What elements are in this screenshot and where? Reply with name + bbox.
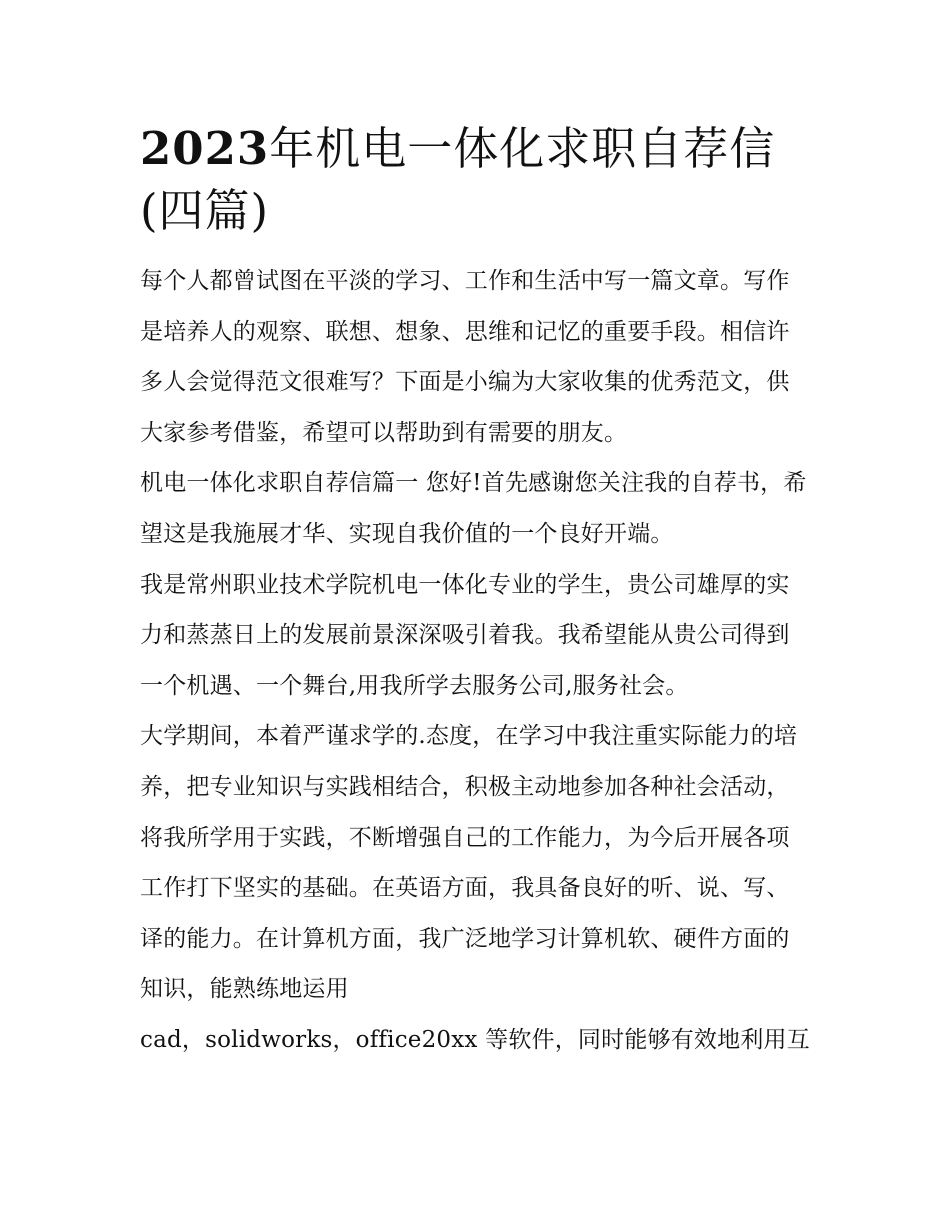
title-year: 2023 <box>140 122 270 175</box>
paragraph-greeting: 机电一体化求职自荐信篇一 您好!首先感谢您关注我的自荐书，希望这是我施展才华、实现自我价值的一个良好开端。 <box>140 470 807 547</box>
paragraph-software-skills: cad，solidworks，office20xx 等软件，同时能够有效地利用互 <box>140 1026 810 1053</box>
document-title <box>140 118 812 242</box>
paragraph-self-introduction: 我是常州职业技术学院机电一体化专业的学生，贵公司雄厚的实力和蒸蒸日上的发展前景深深吸引着我。我希望能从贵公司得到一个机遇、一个舞台,用我所学去服务公司,服务社会。 <box>140 571 790 699</box>
document-body <box>140 118 812 1066</box>
title-text: 年机电一体化求职自荐信(四篇) <box>140 122 776 237</box>
paragraph-intro: 每个人都曾试图在平淡的学习、工作和生活中写一篇文章。写作是培养人的观察、联想、想象、思维和记忆的重要手段。相信许多人会觉得范文很难写？下面是小编为大家收集的优秀范文，供大家参考借鉴，希望可以帮助到有需要的朋友。 <box>140 268 790 446</box>
paragraph-university: 大学期间，本着严谨求学的.态度，在学习中我注重实际能力的培养，把专业知识与实践相结合，积极主动地参加各种社会活动，将我所学用于实践，不断增强自己的工作能力，为今后开展各项工作打下坚实的基础。在英语方面，我具备良好的听、说、写、译的能力。在计算机方面，我广泛地学习计算机软、硬件方面的知识，能熟练地运用 <box>140 723 798 1003</box>
